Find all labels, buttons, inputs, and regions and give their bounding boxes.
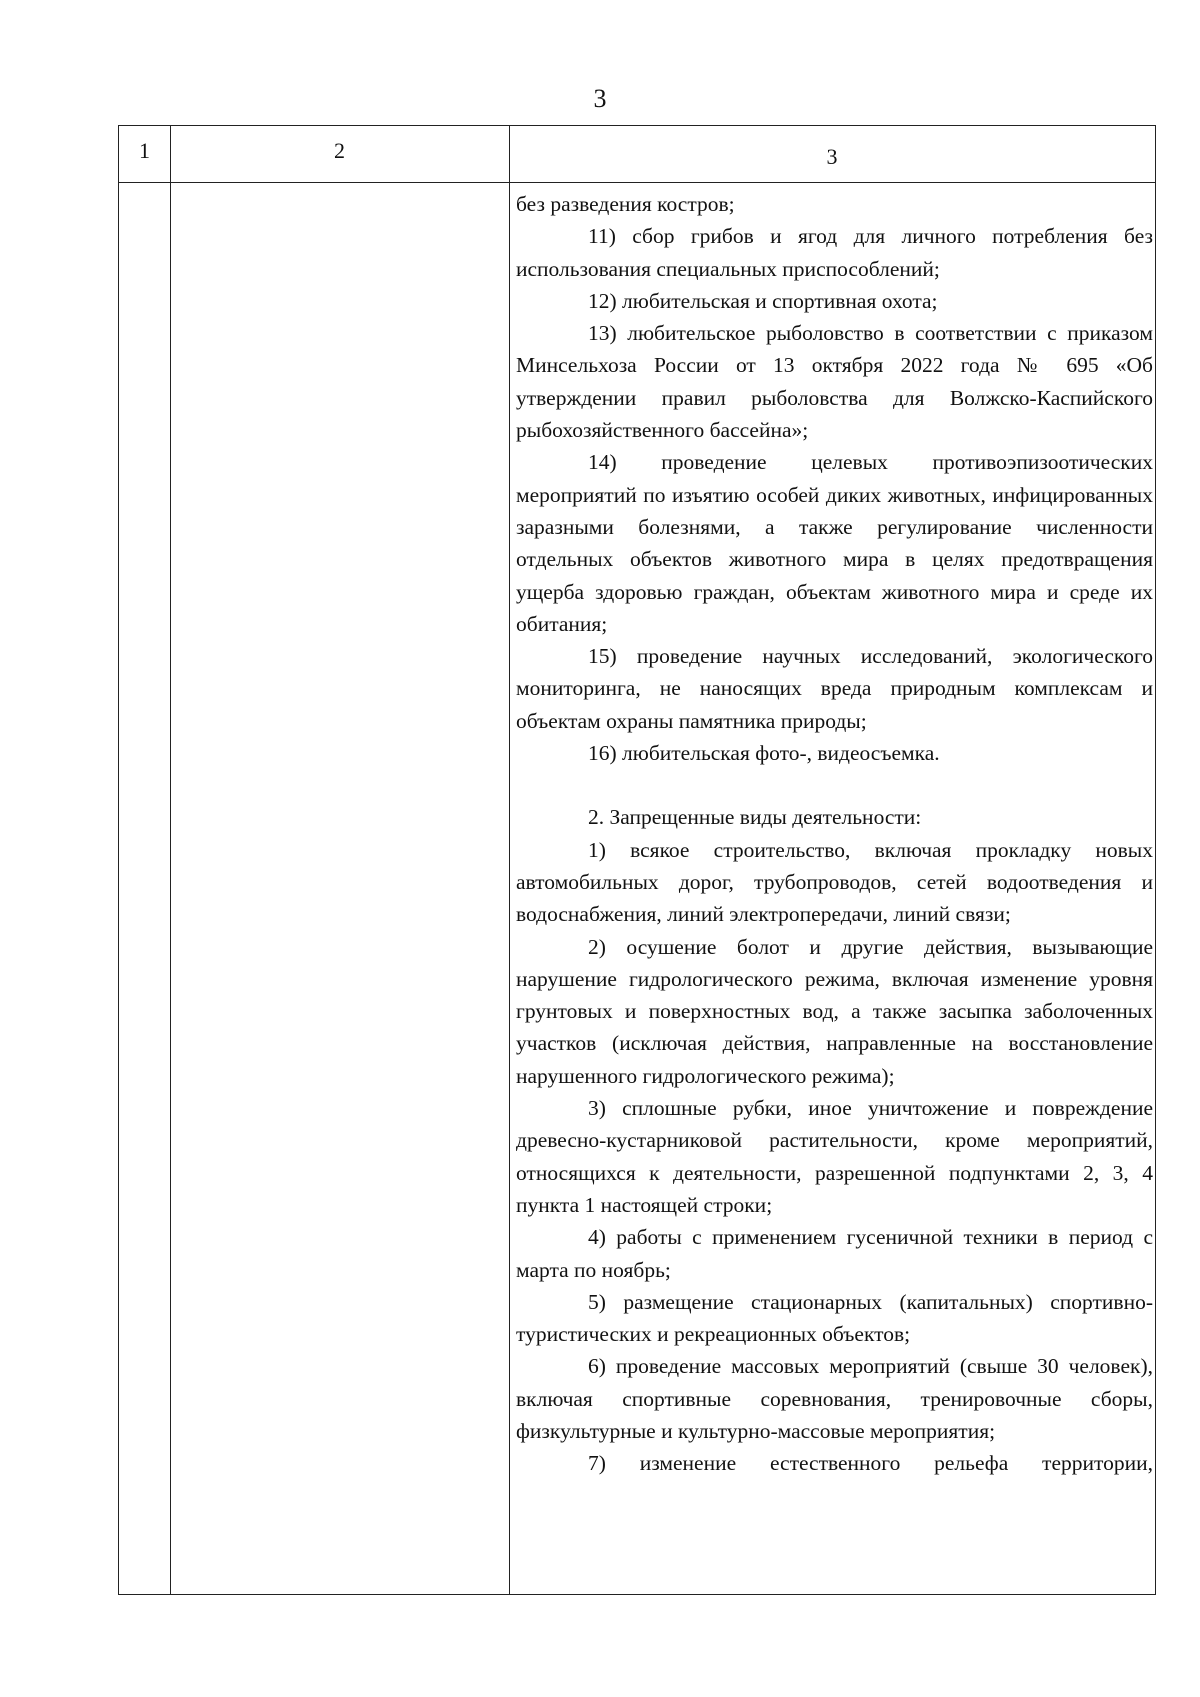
- paragraph: 6) проведение массовых мероприятий (свыше 30 человек), включая спортивные соревнования, тренировочные сборы, физкультурные и культурно-массовые мероприятия;: [516, 1354, 1153, 1443]
- column-3-content: [516, 188, 1153, 1480]
- column-header-1: 1: [139, 138, 150, 163]
- column-divider-2: [509, 126, 510, 1594]
- paragraph: 5) размещение стационарных (капитальных) спортивно-туристических и рекреационных объектов;: [516, 1289, 1153, 1347]
- paragraph: 16) любительская фото-, видеосъемка.: [588, 741, 940, 766]
- paragraph: 1) всякое строительство, включая прокладку новых автомобильных дорог, трубопроводов, сетей водоотведения и водоснабжения, линий электропередачи, линий связи;: [516, 837, 1153, 927]
- paragraph: 2. Запрещенные виды деятельности:: [588, 805, 922, 830]
- content-table: [118, 125, 1156, 1595]
- column-header-3: 3: [826, 144, 838, 169]
- column-divider-1: [170, 126, 171, 1594]
- paragraph: 13) любительское рыболовство в соответствии с приказом Минсельхоза России от 13 октября 2022 года № 695 «Об утверждении правил рыболовства для Волжско-Каспийского рыбохозяйственного бассейна»;: [516, 321, 1153, 443]
- paragraph: 3) сплошные рубки, иное уничтожение и повреждение древесно-кустарниковой растительности, кроме мероприятий, относящихся к деятельности, разрешенной подпунктами 2, 3, 4 пункта 1 настоящей строки;: [516, 1096, 1153, 1217]
- paragraph: 11) сбор грибов и ягод для личного потребления без использования специальных приспособлений;: [516, 224, 1153, 281]
- paragraph: 12) любительская и спортивная охота;: [588, 288, 938, 313]
- paragraph: 4) работы с применением гусеничной техники в период с марта по ноябрь;: [516, 1225, 1153, 1282]
- page-number: 3: [593, 84, 607, 113]
- paragraph: 7) изменение естественного рельефа территории,: [588, 1451, 1153, 1476]
- column-header-2: 2: [334, 138, 345, 163]
- paragraph: 14) проведение целевых противоэпизоотических мероприятий по изъятию особей диких животных, инфицированных заразными болезнями, а также регулирование численности отдельных объектов животного мира в целях предотвращения ущерба здоровью граждан, объектам животного мира и среде их обитания;: [516, 450, 1153, 636]
- paragraph: 15) проведение научных исследований, экологического мониторинга, не наносящих вреда природным комплексам и объектам охраны памятника природы;: [516, 644, 1153, 733]
- paragraph: без разведения костров;: [516, 192, 735, 216]
- paragraph: 2) осушение болот и другие действия, вызывающие нарушение гидрологического режима, включая изменение уровня грунтовых и поверхностных вод, а также засыпка заболоченных участков (исключая действия, направленные на восстановление нарушенного гидрологического режима);: [516, 934, 1153, 1088]
- header-divider: [119, 182, 1155, 183]
